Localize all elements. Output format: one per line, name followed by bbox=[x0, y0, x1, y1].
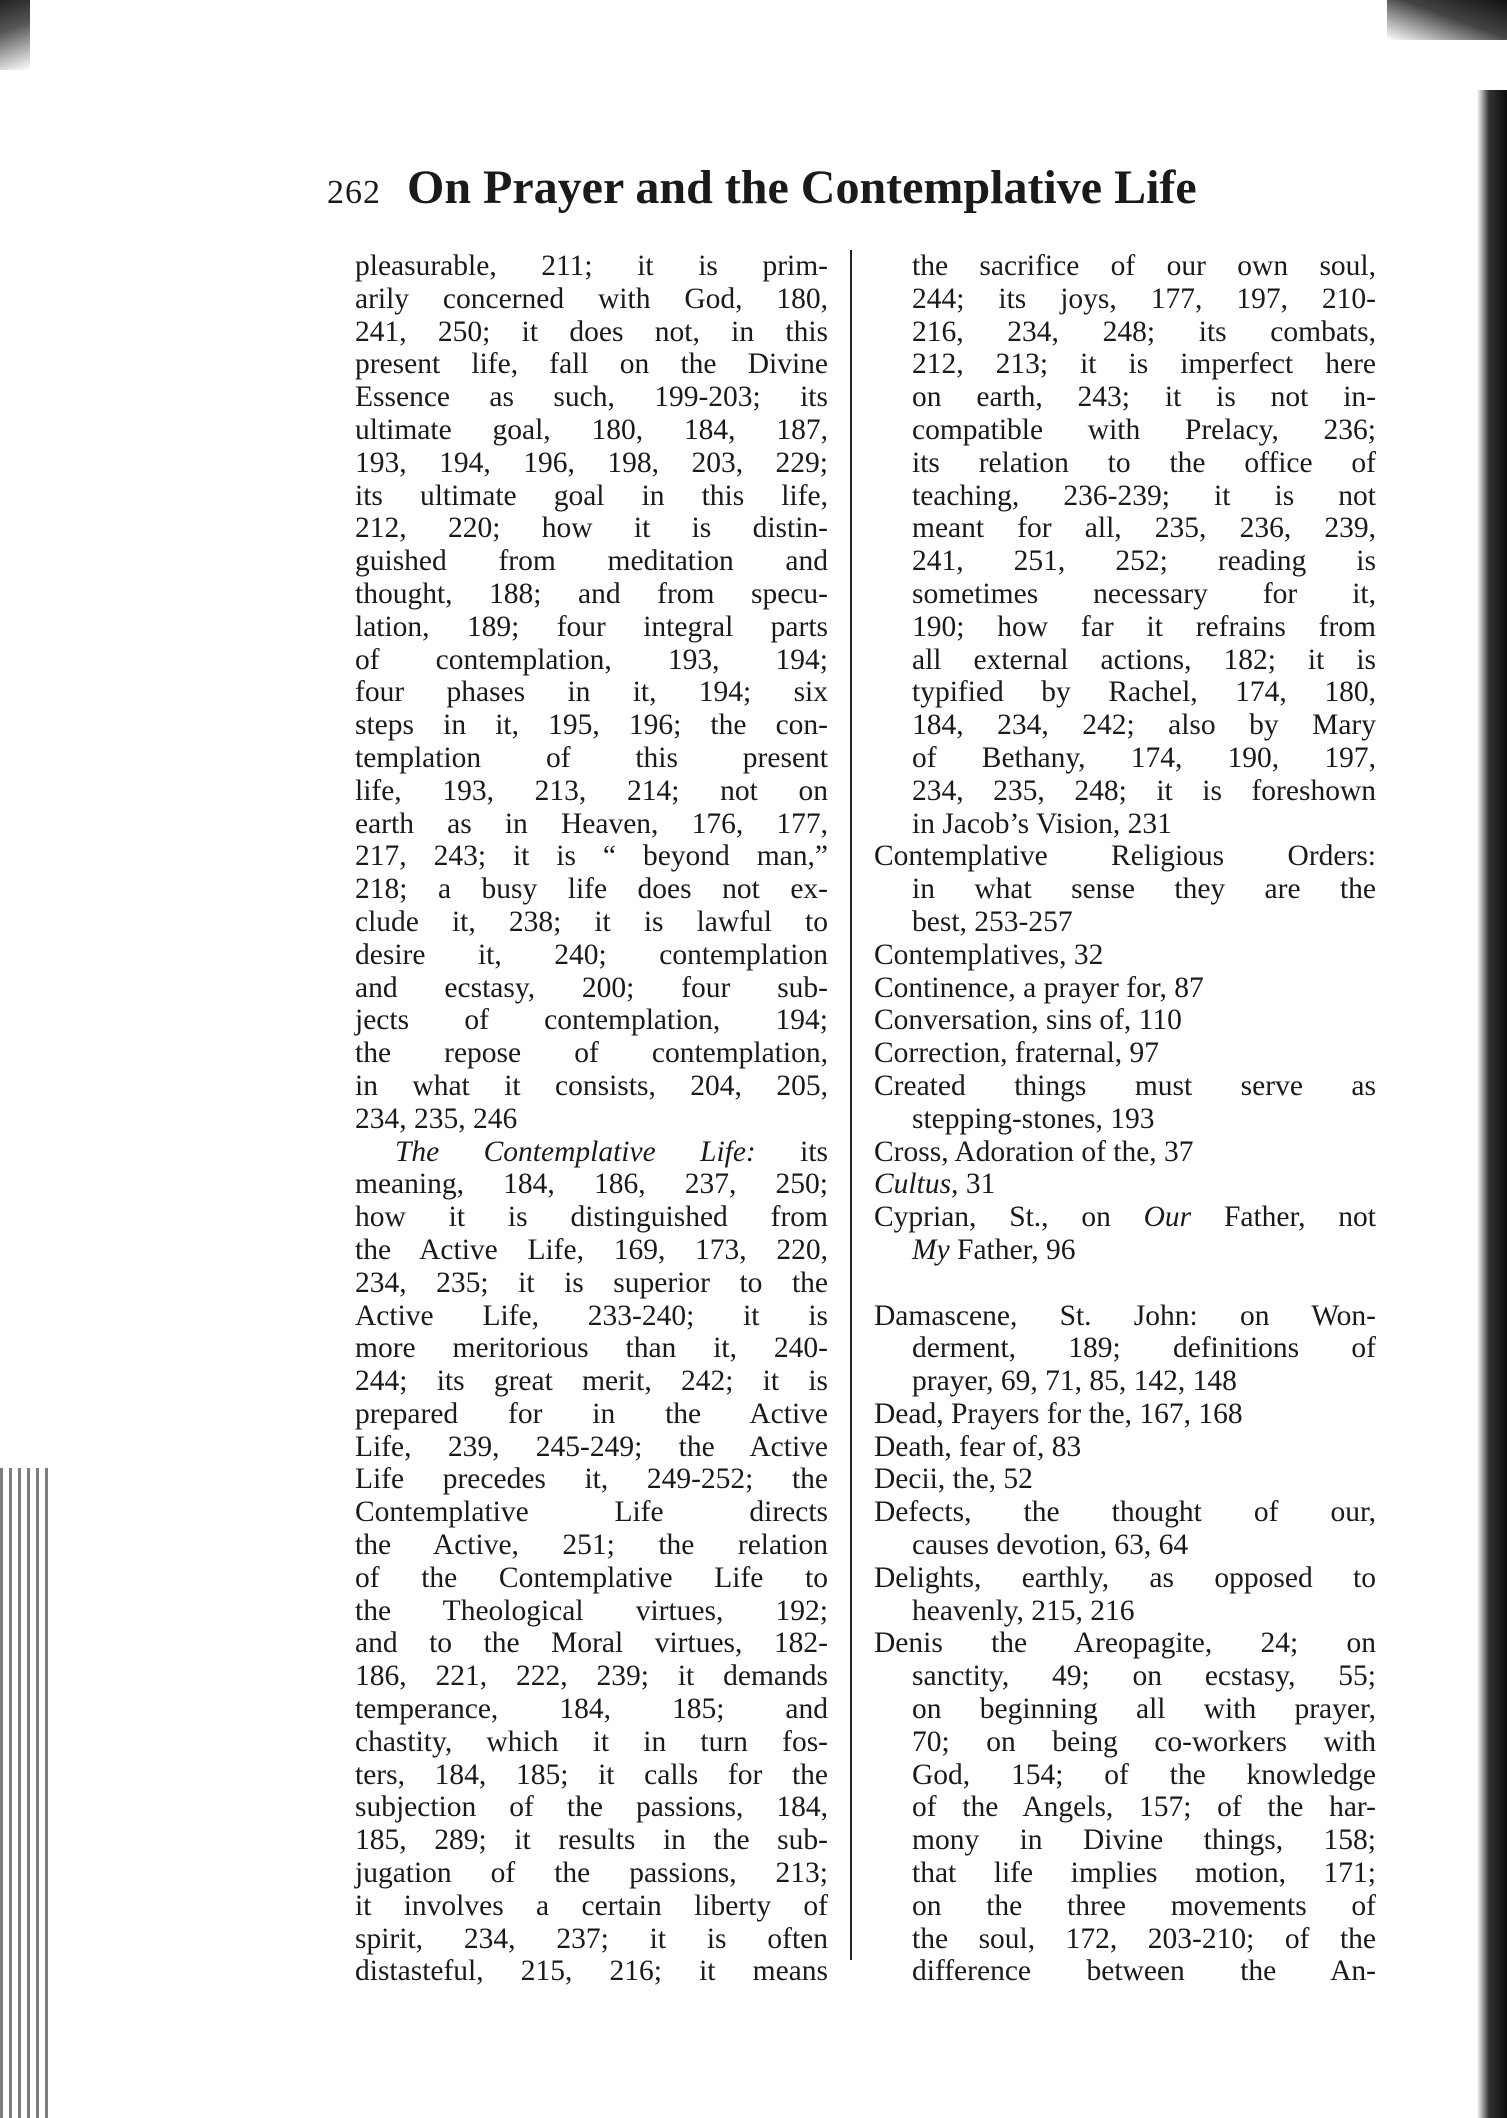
index-line bbox=[874, 512, 1376, 545]
index-line bbox=[355, 1726, 828, 1759]
index-line-text: and to the Moral virtues, 182- bbox=[355, 1627, 828, 1660]
index-line bbox=[874, 1234, 1376, 1267]
index-line bbox=[874, 250, 1376, 283]
index-line-text: Life precedes it, 249-252; the bbox=[355, 1463, 828, 1496]
index-line-text: jugation of the passions, 213; bbox=[355, 1857, 828, 1890]
index-line-text: derment, 189; definitions of bbox=[912, 1332, 1376, 1365]
index-line bbox=[874, 676, 1376, 709]
index-line bbox=[355, 1136, 828, 1169]
index-line bbox=[355, 644, 828, 677]
index-line bbox=[355, 348, 828, 381]
index-line bbox=[355, 414, 828, 447]
index-line-text: of contemplation, 193, 194; bbox=[355, 643, 828, 676]
index-line bbox=[874, 1300, 1376, 1333]
index-line bbox=[874, 578, 1376, 611]
index-line bbox=[874, 1398, 1376, 1431]
index-line-text: thought, 188; and from specu- bbox=[355, 577, 828, 610]
index-line bbox=[355, 1201, 828, 1234]
index-line-text: prayer, 69, 71, 85, 142, 148 bbox=[912, 1365, 1237, 1398]
index-line-text: compatible with Prelacy, 236; bbox=[912, 413, 1376, 446]
index-line-text: prepared for in the Active bbox=[355, 1397, 828, 1430]
index-line-text: in Jacob’s Vision, 231 bbox=[912, 807, 1172, 840]
index-line-text: ultimate goal, 180, 184, 187, bbox=[355, 413, 828, 446]
index-line bbox=[874, 1365, 1376, 1398]
index-line-text: arily concerned with God, 180, bbox=[355, 282, 828, 315]
index-line-text: 186, 221, 222, 239; it demands bbox=[355, 1660, 828, 1693]
index-line bbox=[355, 1529, 828, 1562]
index-line bbox=[355, 1103, 828, 1136]
index-line bbox=[355, 381, 828, 414]
index-line bbox=[874, 840, 1376, 873]
index-line-text: 185, 289; it results in the sub- bbox=[355, 1824, 828, 1857]
index-line-text: Decii, the, 52 bbox=[874, 1463, 1033, 1496]
index-line bbox=[874, 1037, 1376, 1070]
index-line-text: the repose of contemplation, bbox=[355, 1037, 828, 1070]
index-line-text: desire it, 240; contemplation bbox=[355, 938, 828, 971]
index-line bbox=[355, 742, 828, 775]
index-line bbox=[874, 1857, 1376, 1890]
scan-book-edge-right bbox=[1477, 90, 1507, 2118]
index-line-text: subjection of the passions, 184, bbox=[355, 1791, 828, 1824]
index-line-text: lation, 189; four integral parts bbox=[355, 610, 828, 643]
index-line bbox=[874, 1103, 1376, 1136]
index-line bbox=[355, 1562, 828, 1595]
index-line-text: teaching, 236-239; it is not bbox=[912, 479, 1376, 512]
index-line bbox=[874, 545, 1376, 578]
index-line bbox=[355, 1463, 828, 1496]
index-line bbox=[355, 775, 828, 808]
index-line-text: its relation to the office of bbox=[912, 446, 1376, 479]
index-line bbox=[355, 480, 828, 513]
index-line bbox=[874, 1693, 1376, 1726]
scan-shadow-top-right bbox=[1387, 0, 1507, 40]
index-line bbox=[355, 1890, 828, 1923]
index-line-text: earth as in Heaven, 176, 177, bbox=[355, 807, 828, 840]
index-line-text: 212, 220; how it is distin- bbox=[355, 512, 828, 545]
index-line bbox=[355, 1496, 828, 1529]
index-line bbox=[874, 414, 1376, 447]
index-line bbox=[874, 1070, 1376, 1103]
index-line bbox=[874, 348, 1376, 381]
index-line bbox=[355, 447, 828, 480]
index-line-text: difference between the An- bbox=[912, 1955, 1376, 1988]
index-line bbox=[874, 283, 1376, 316]
index-line bbox=[874, 873, 1376, 906]
index-line bbox=[355, 808, 828, 841]
index-line bbox=[355, 1923, 828, 1956]
index-line-text: causes devotion, 63, 64 bbox=[912, 1529, 1189, 1562]
index-line-text: on beginning all with prayer, bbox=[912, 1693, 1376, 1726]
index-line bbox=[874, 972, 1376, 1005]
index-line bbox=[874, 1890, 1376, 1923]
index-line bbox=[874, 742, 1376, 775]
index-line-text: sometimes necessary for it, bbox=[912, 577, 1376, 610]
index-line-text: Contemplatives, 32 bbox=[874, 938, 1104, 971]
index-line bbox=[874, 480, 1376, 513]
index-line-text: 212, 213; it is imperfect here bbox=[912, 348, 1376, 381]
index-line-text: pleasurable, 211; it is prim- bbox=[355, 250, 828, 282]
index-line-text: mony in Divine things, 158; bbox=[912, 1824, 1376, 1857]
index-line bbox=[874, 1529, 1376, 1562]
index-italic-term: Cultus, bbox=[874, 1168, 959, 1201]
index-line bbox=[355, 972, 828, 1005]
index-line-text: the soul, 172, 203-210; of the bbox=[912, 1922, 1376, 1955]
index-line bbox=[355, 611, 828, 644]
index-line-text: Denis the Areopagite, 24; on bbox=[874, 1627, 1376, 1660]
index-line bbox=[874, 1201, 1376, 1234]
index-line-text: in what it consists, 204, 205, bbox=[355, 1069, 828, 1102]
index-line-text: more meritorious than it, 240- bbox=[355, 1332, 828, 1365]
index-line-text: temperance, 184, 185; and bbox=[355, 1693, 828, 1726]
index-line bbox=[355, 1365, 828, 1398]
index-italic-term: Our bbox=[1143, 1201, 1192, 1234]
index-line bbox=[874, 1660, 1376, 1693]
index-line bbox=[874, 1168, 1376, 1201]
index-line bbox=[874, 939, 1376, 972]
index-line bbox=[355, 1431, 828, 1464]
index-line-text: life, 193, 213, 214; not on bbox=[355, 774, 828, 807]
index-line-text: Delights, earthly, as opposed to bbox=[874, 1561, 1376, 1594]
scan-shadow-top-left bbox=[0, 0, 30, 70]
index-line-text: 217, 243; it is “ beyond man,” bbox=[355, 840, 828, 873]
index-line bbox=[355, 545, 828, 578]
index-line bbox=[355, 1693, 828, 1726]
index-line-text: Cyprian, St., on bbox=[874, 1201, 1144, 1234]
index-line-text: Father, 96 bbox=[949, 1233, 1076, 1266]
index-line-text: stepping-stones, 193 bbox=[912, 1102, 1155, 1135]
index-line bbox=[874, 906, 1376, 939]
index-line-text: on earth, 243; it is not in- bbox=[912, 381, 1376, 414]
index-line-text: Conversation, sins of, 110 bbox=[874, 1004, 1182, 1037]
index-line-text: guished from meditation and bbox=[355, 545, 828, 578]
index-italic-term: The Contemplative Life: bbox=[395, 1135, 756, 1168]
index-column-left bbox=[355, 250, 828, 1988]
index-line bbox=[874, 1136, 1376, 1169]
index-line bbox=[355, 512, 828, 545]
index-line-text: 244; its joys, 177, 197, 210- bbox=[912, 282, 1376, 315]
index-line bbox=[355, 1267, 828, 1300]
index-line bbox=[874, 316, 1376, 349]
index-line-text: how it is distinguished from bbox=[355, 1201, 828, 1234]
index-line bbox=[355, 1234, 828, 1267]
index-line bbox=[355, 1660, 828, 1693]
index-line bbox=[874, 381, 1376, 414]
index-line bbox=[355, 1004, 828, 1037]
index-line bbox=[874, 1923, 1376, 1956]
page-title: On Prayer and the Contemplative Life bbox=[407, 161, 1197, 214]
index-line-text: sanctity, 49; on ecstasy, 55; bbox=[912, 1660, 1376, 1693]
index-line-text: 216, 234, 248; its combats, bbox=[912, 315, 1376, 348]
index-line bbox=[355, 316, 828, 349]
index-line-text: 70; on being co-workers with bbox=[912, 1725, 1376, 1758]
index-column-right bbox=[874, 250, 1376, 1988]
index-line-text: of the Angels, 157; of the har- bbox=[912, 1791, 1376, 1824]
index-line bbox=[355, 1955, 828, 1988]
index-line bbox=[355, 1398, 828, 1431]
index-line-text: Defects, the thought of our, bbox=[874, 1496, 1376, 1529]
index-line bbox=[874, 611, 1376, 644]
index-line-text: Life, 239, 245-249; the Active bbox=[355, 1430, 828, 1463]
index-line-text: its bbox=[755, 1135, 829, 1168]
index-line-text: 193, 194, 196, 198, 203, 229; bbox=[355, 446, 828, 479]
index-line-text: meaning, 184, 186, 237, 250; bbox=[355, 1168, 828, 1201]
index-line bbox=[874, 808, 1376, 841]
index-line-text: Contemplative Religious Orders: bbox=[874, 840, 1376, 873]
index-line bbox=[874, 1332, 1376, 1365]
index-line bbox=[355, 1857, 828, 1890]
index-line bbox=[355, 1759, 828, 1792]
index-line-text: 31 bbox=[958, 1168, 996, 1201]
index-line-text: and ecstasy, 200; four sub- bbox=[355, 971, 828, 1004]
index-line-text: Essence as such, 199-203; its bbox=[355, 381, 828, 414]
index-line bbox=[874, 1004, 1376, 1037]
index-line-text: spirit, 234, 237; it is often bbox=[355, 1922, 828, 1955]
index-line bbox=[874, 1496, 1376, 1529]
index-line-text: Death, fear of, 83 bbox=[874, 1430, 1082, 1463]
index-line-text: Created things must serve as bbox=[874, 1069, 1376, 1102]
index-line-text: 190; how far it refrains from bbox=[912, 610, 1376, 643]
running-head bbox=[327, 160, 1377, 230]
index-line bbox=[874, 1824, 1376, 1857]
index-line-text: present life, fall on the Divine bbox=[355, 348, 828, 381]
index-line-text: the Active Life, 169, 173, 220, bbox=[355, 1233, 828, 1266]
index-line-text: in what sense they are the bbox=[912, 873, 1376, 906]
index-line bbox=[355, 1595, 828, 1628]
index-line-text: 184, 234, 242; also by Mary bbox=[912, 709, 1376, 742]
index-line bbox=[874, 1759, 1376, 1792]
index-line-text: the sacrifice of our own soul, bbox=[912, 250, 1376, 282]
index-line bbox=[355, 1168, 828, 1201]
index-line-text: meant for all, 235, 236, 239, bbox=[912, 512, 1376, 545]
index-line-text: Active Life, 233-240; it is bbox=[355, 1299, 828, 1332]
index-line bbox=[355, 939, 828, 972]
index-line-text: God, 154; of the knowledge bbox=[912, 1758, 1376, 1791]
index-line bbox=[355, 676, 828, 709]
index-line bbox=[874, 1562, 1376, 1595]
index-letter-gap bbox=[874, 1267, 1376, 1300]
index-line bbox=[874, 1431, 1376, 1464]
index-line-text: it involves a certain liberty of bbox=[355, 1889, 828, 1922]
index-line bbox=[874, 1595, 1376, 1628]
page-number: 262 bbox=[327, 174, 381, 211]
index-line bbox=[874, 447, 1376, 480]
index-line-text: Contemplative Life directs bbox=[355, 1496, 828, 1529]
column-divider bbox=[850, 250, 852, 1960]
index-line-text: Father, not bbox=[1191, 1201, 1376, 1234]
index-line bbox=[355, 283, 828, 316]
index-line-text: chastity, which it in turn fos- bbox=[355, 1725, 828, 1758]
index-line-text: of Bethany, 174, 190, 197, bbox=[912, 741, 1376, 774]
index-line-text: jects of contemplation, 194; bbox=[355, 1004, 828, 1037]
index-line bbox=[355, 873, 828, 906]
index-line bbox=[874, 644, 1376, 677]
index-line-text: 241, 251, 252; reading is bbox=[912, 545, 1376, 578]
index-line bbox=[874, 1726, 1376, 1759]
index-line-text: of the Contemplative Life to bbox=[355, 1561, 828, 1594]
index-line bbox=[355, 578, 828, 611]
index-line bbox=[874, 1791, 1376, 1824]
index-line bbox=[355, 1332, 828, 1365]
index-line-text: the Active, 251; the relation bbox=[355, 1529, 828, 1562]
index-line-text: 218; a busy life does not ex- bbox=[355, 873, 828, 906]
index-line-text: ters, 184, 185; it calls for the bbox=[355, 1758, 828, 1791]
index-line-text: that life implies motion, 171; bbox=[912, 1857, 1376, 1890]
index-line bbox=[355, 1300, 828, 1333]
index-line-text: 234, 235; it is superior to the bbox=[355, 1266, 828, 1299]
index-line bbox=[355, 1627, 828, 1660]
index-line bbox=[874, 775, 1376, 808]
index-line bbox=[355, 709, 828, 742]
index-line bbox=[355, 906, 828, 939]
scan-marks-bottom-left bbox=[0, 1468, 50, 2118]
index-line-text: Damascene, St. John: on Won- bbox=[874, 1299, 1376, 1332]
index-line bbox=[874, 1627, 1376, 1660]
index-line-text: Correction, fraternal, 97 bbox=[874, 1037, 1160, 1070]
index-line-text: distasteful, 215, 216; it means bbox=[355, 1955, 828, 1988]
index-line bbox=[874, 1955, 1376, 1988]
index-line-text: 244; its great merit, 242; it is bbox=[355, 1365, 828, 1398]
index-line-text: typified by Rachel, 174, 180, bbox=[912, 676, 1376, 709]
index-line bbox=[874, 709, 1376, 742]
index-line bbox=[355, 250, 828, 283]
index-line-text: all external actions, 182; it is bbox=[912, 643, 1376, 676]
index-line bbox=[355, 1037, 828, 1070]
index-line-text: four phases in it, 194; six bbox=[355, 676, 828, 709]
index-line-text: 234, 235, 248; it is foreshown bbox=[912, 774, 1376, 807]
index-line bbox=[355, 1791, 828, 1824]
index-line-text: Continence, a prayer for, 87 bbox=[874, 971, 1204, 1004]
index-line-text: Dead, Prayers for the, 167, 168 bbox=[874, 1397, 1243, 1430]
index-line-text: the Theological virtues, 192; bbox=[355, 1594, 828, 1627]
index-line bbox=[874, 1463, 1376, 1496]
index-line-text: templation of this present bbox=[355, 741, 828, 774]
index-line-text: its ultimate goal in this life, bbox=[355, 479, 828, 512]
index-line-text: heavenly, 215, 216 bbox=[912, 1594, 1135, 1627]
index-line bbox=[355, 1824, 828, 1857]
index-line-text: 234, 235, 246 bbox=[355, 1102, 518, 1135]
index-line-text: clude it, 238; it is lawful to bbox=[355, 905, 828, 938]
index-line-text: steps in it, 195, 196; the con- bbox=[355, 709, 828, 742]
index-line-text: on the three movements of bbox=[912, 1889, 1376, 1922]
index-line-text: Cross, Adoration of the, 37 bbox=[874, 1135, 1194, 1168]
index-line-text: best, 253-257 bbox=[912, 905, 1073, 938]
index-line bbox=[355, 840, 828, 873]
index-line bbox=[355, 1070, 828, 1103]
index-italic-term: My bbox=[912, 1233, 950, 1266]
index-line-text: 241, 250; it does not, in this bbox=[355, 315, 828, 348]
